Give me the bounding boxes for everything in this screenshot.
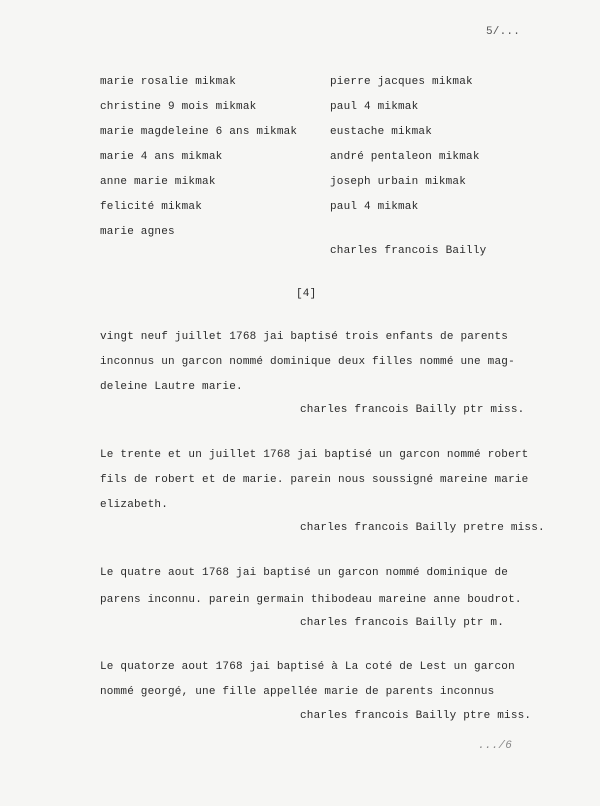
name-right-3: eustache mikmak — [330, 126, 433, 138]
section-marker: [4] — [296, 288, 317, 300]
entry-1-line-3: deleine Lautre marie. — [100, 381, 243, 393]
page-number: 5/... — [486, 26, 521, 38]
name-right-2: paul 4 mikmak — [330, 101, 419, 113]
signature-1: charles francois Bailly — [330, 245, 487, 257]
page-footer: .../6 — [478, 740, 513, 752]
entry-4-signature: charles francois Bailly ptre miss. — [300, 710, 532, 722]
name-left-4: marie 4 ans mikmak — [100, 151, 223, 163]
entry-2-line-1: Le trente et un juillet 1768 jai baptisé un garcon nommé robert — [100, 449, 529, 461]
entry-4-line-2: nommé georgé, une fille appellée marie de parents inconnus — [100, 686, 495, 698]
name-right-4: andré pentaleon mikmak — [330, 151, 480, 163]
entry-2-signature: charles francois Bailly pretre miss. — [300, 522, 545, 534]
name-right-5: joseph urbain mikmak — [330, 176, 467, 188]
name-right-6: paul 4 mikmak — [330, 201, 419, 213]
name-right-1: pierre jacques mikmak — [330, 76, 473, 88]
entry-2-line-2: fils de robert et de marie. parein nous soussigné mareine marie — [100, 474, 529, 486]
entry-4-line-1: Le quatorze aout 1768 jai baptisé à La coté de Lest un garcon — [100, 661, 515, 673]
entry-1-signature: charles francois Bailly ptr miss. — [300, 404, 525, 416]
entry-2-line-3: elizabeth. — [100, 499, 169, 511]
entry-1-line-1: vingt neuf juillet 1768 jai baptisé trois enfants de parents — [100, 331, 509, 343]
entry-1-line-2: inconnus un garcon nommé dominique deux filles nommé une mag- — [100, 356, 515, 368]
name-left-6: felicité mikmak — [100, 201, 203, 213]
entry-3-signature: charles francois Bailly ptr m. — [300, 617, 505, 629]
name-left-7: marie agnes — [100, 226, 175, 238]
entry-3-line-1: Le quatre aout 1768 jai baptisé un garcon nommé dominique de — [100, 567, 509, 579]
name-left-3: marie magdeleine 6 ans mikmak — [100, 126, 298, 138]
entry-3-line-2: parens inconnu. parein germain thibodeau mareine anne boudrot. — [100, 594, 522, 606]
name-left-1: marie rosalie mikmak — [100, 76, 237, 88]
name-left-2: christine 9 mois mikmak — [100, 101, 257, 113]
name-left-5: anne marie mikmak — [100, 176, 216, 188]
